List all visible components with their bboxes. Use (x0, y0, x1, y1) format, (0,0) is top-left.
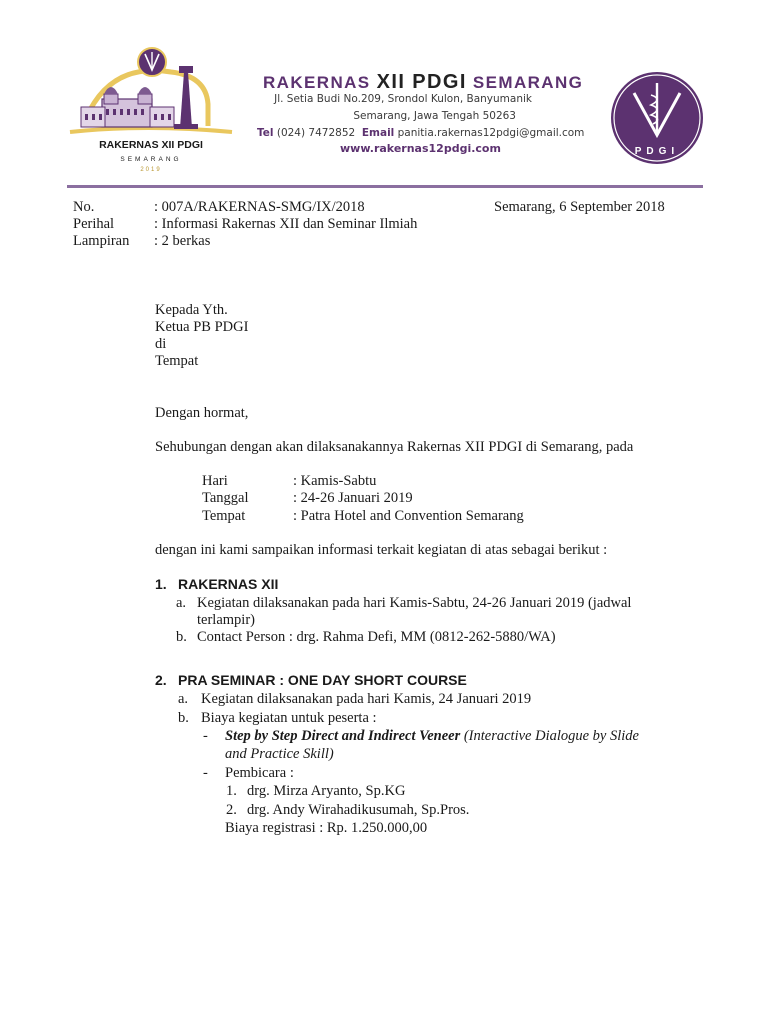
pdgi-logo (608, 69, 706, 167)
speaker-2: drg. Andy Wirahadikusumah, Sp.Pros. (247, 802, 470, 818)
registration-fee: Biaya registrasi : Rp. 1.250.000,00 (225, 820, 428, 836)
intro-paragraph: Sehubungan dengan akan dilaksanakannya Rakernas XII PDGI di Semarang, pada (155, 439, 634, 455)
tempat-value: : Patra Hotel and Convention Semarang (293, 508, 524, 524)
lampiran-value: : 2 berkas (154, 233, 211, 249)
course-line-1 (225, 727, 639, 745)
lampiran-label: Lampiran (73, 233, 130, 249)
speaker-1-number: 1. (226, 783, 237, 799)
logo-title: RAKERNAS XII PDGI (99, 139, 203, 151)
no-value: : 007A/RAKERNAS-SMG/IX/2018 (154, 199, 365, 215)
course-line-2: and Practice Skill) (225, 746, 334, 762)
tanggal-label: Tanggal (202, 490, 249, 506)
speaker-2-number: 2. (226, 802, 237, 818)
address-line-1: Jl. Setia Budi No.209, Srondol Kulon, Banyumanik (274, 93, 532, 105)
lead-paragraph: dengan ini kami sampaikan informasi terkait kegiatan di atas sebagai berikut : (155, 542, 608, 558)
bullet-dash-2: - (203, 765, 208, 781)
section-2-number: 2. (155, 672, 167, 688)
section-1-a-marker: a. (176, 595, 187, 611)
section-2-b-marker: b. (178, 710, 189, 726)
perihal-value: : Informasi Rakernas XII dan Seminar Ilmiah (154, 216, 418, 232)
greeting: Dengan hormat, (155, 405, 249, 421)
course-title: Step by Step Direct and Indirect Veneer (225, 728, 461, 744)
course-description: (Interactive Dialogue by Slide (460, 728, 639, 744)
tanggal-value: : 24-26 Januari 2019 (293, 490, 413, 506)
header-divider (67, 185, 703, 188)
section-1-number: 1. (155, 576, 167, 592)
recipient-line-2: Ketua PB PDGI (155, 319, 249, 335)
hari-value: : Kamis-Sabtu (293, 473, 377, 489)
address-line-2: Semarang, Jawa Tengah 50263 (353, 110, 516, 122)
org-name: RAKERNAS XII PDGI SEMARANG (263, 71, 584, 93)
logo-year: 2019 (140, 167, 162, 173)
pdgi-logo-text: PDGI (634, 146, 680, 157)
section-1-a-line-2: terlampir) (197, 612, 255, 628)
hari-label: Hari (202, 473, 228, 489)
section-2-b-text: Biaya kegiatan untuk peserta : (201, 710, 377, 726)
speaker-label: Pembicara : (225, 765, 294, 781)
recipient-line-3: di (155, 336, 167, 352)
section-1-a-line-1: Kegiatan dilaksanakan pada hari Kamis-Sabtu, 24-26 Januari 2019 (jadwal (197, 595, 632, 611)
website-link[interactable]: www.rakernas12pdgi.com (340, 142, 501, 155)
section-2-a-text: Kegiatan dilaksanakan pada hari Kamis, 24 Januari 2019 (201, 691, 532, 707)
bullet-dash-1: - (203, 728, 208, 744)
contact-line: Tel (024) 7472852 Email panitia.rakernas12pdgi@gmail.com (257, 127, 585, 139)
event-logo (66, 44, 236, 179)
section-2-a-marker: a. (178, 691, 189, 707)
section-1-b-marker: b. (176, 629, 187, 645)
recipient-line-1: Kepada Yth. (155, 302, 228, 318)
section-1-title: RAKERNAS XII (178, 576, 279, 592)
no-label: No. (73, 199, 95, 215)
section-2-title: PRA SEMINAR : ONE DAY SHORT COURSE (178, 672, 467, 688)
logo-city: SEMARANG (120, 156, 182, 163)
letter-date: Semarang, 6 September 2018 (494, 199, 665, 215)
contact-person: Contact Person : drg. Rahma Defi, MM (0812-262-5880/WA) (197, 629, 556, 645)
recipient-line-4: Tempat (155, 353, 199, 369)
tempat-label: Tempat (202, 508, 246, 524)
perihal-label: Perihal (73, 216, 115, 232)
speaker-1: drg. Mirza Aryanto, Sp.KG (247, 783, 406, 799)
